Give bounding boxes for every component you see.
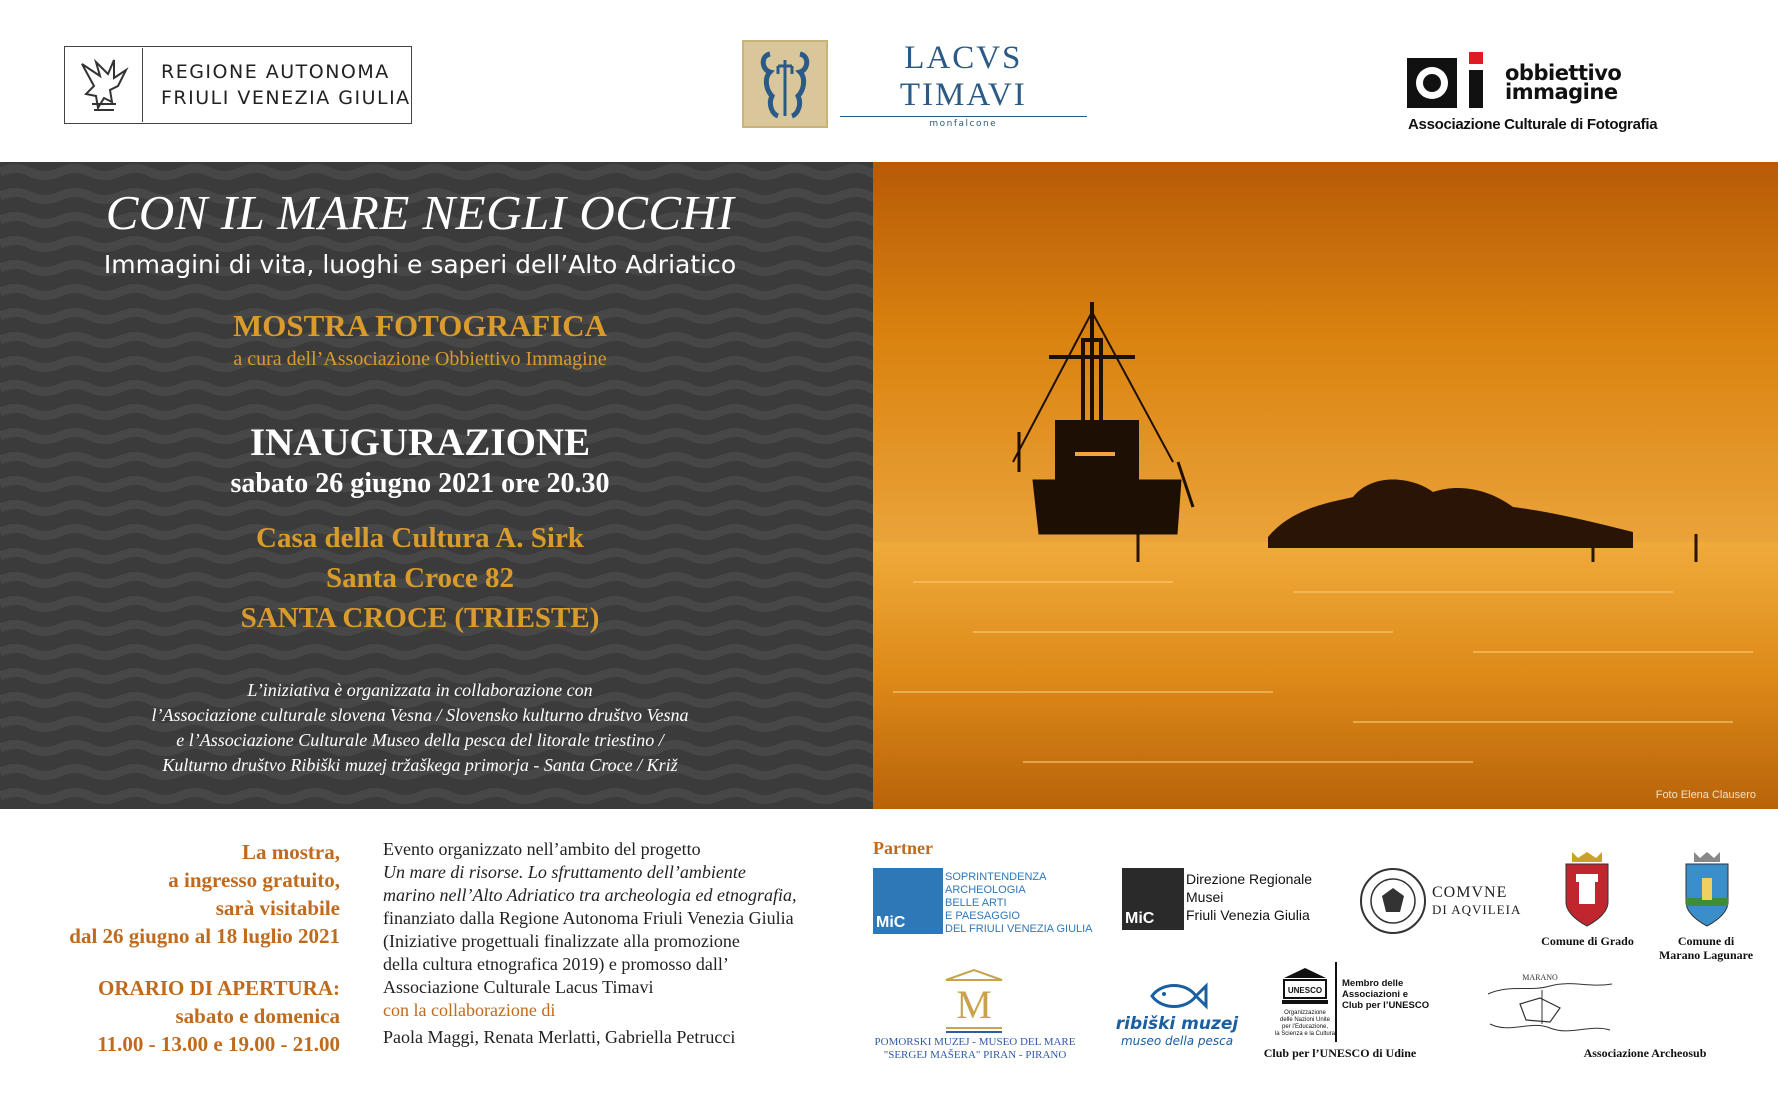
- aquileia-seal-icon: [1358, 866, 1428, 936]
- visit-info: [0, 838, 340, 950]
- lacus-timavi-logo: [742, 40, 1087, 128]
- marano-caption: [1650, 934, 1762, 962]
- collaboration-line: L’iniziativa è organizzata in collaborazione con: [247, 680, 593, 700]
- direzione-line: Musei: [1186, 889, 1224, 905]
- hours-line: sabato e domenica: [175, 1004, 340, 1028]
- project-line: Associazione Culturale Lacus Timavi: [383, 977, 654, 997]
- soprintendenza-text: [945, 871, 1093, 936]
- aquileia-text: [1432, 884, 1521, 918]
- unesco-small-line: Organizzazione: [1284, 1010, 1326, 1016]
- visit-line: a ingresso gratuito,: [168, 868, 340, 892]
- unesco-caption: Club per l’UNESCO di Udine: [1263, 1046, 1417, 1060]
- lacus-sub: monfalcone: [840, 116, 1087, 129]
- collaboration-line: e l’Associazione Culturale Museo della pesca del litorale triestino /: [176, 730, 664, 750]
- project-title-line: Un mare di risorse. Lo sfruttamento dell’ambiente: [383, 862, 746, 882]
- aquileia-line: COMVNE: [1432, 884, 1508, 901]
- direzione-text: [1186, 870, 1312, 924]
- direzione-line: Direzione Regionale: [1186, 871, 1313, 887]
- marano-crest-icon: [1682, 850, 1732, 930]
- sunset-fishing-boat-photo: [873, 162, 1778, 809]
- curator-line: a cura dell’Associazione Obbiettivo Immagine: [233, 348, 607, 370]
- obiettivo-brand-line1: obbiettivo: [1505, 61, 1622, 85]
- soprintendenza-line: DEL FRIULI VENEZIA GIULIA: [945, 923, 1093, 935]
- unesco-temple-icon: [1280, 966, 1330, 1006]
- seahorse-mosaic-icon: [742, 40, 828, 128]
- archeosub-caption: Associazione Archeosub: [1583, 1046, 1707, 1060]
- project-intro: Evento organizzato nell’ambito del progetto: [383, 839, 701, 859]
- exhibition-subtitle: Immagini di vita, luoghi e saperi dell’Alto Adriatico: [103, 250, 737, 279]
- fish-icon: [1148, 980, 1208, 1012]
- venue-line: Santa Croce 82: [326, 562, 514, 594]
- unesco-line: Club per l’UNESCO: [1342, 1000, 1430, 1011]
- soprintendenza-line: SOPRINTENDENZA: [945, 871, 1047, 883]
- visit-line: La mostra,: [242, 840, 340, 864]
- soprintendenza-line: E PAESAGGIO: [945, 910, 1020, 922]
- project-line: (Iniziative progettuali finalizzate alla promozione: [383, 931, 740, 951]
- partner-heading: Partner: [873, 838, 933, 858]
- grado-caption: Comune di Grado: [1541, 934, 1634, 948]
- unesco-line: Membro delle: [1342, 978, 1404, 989]
- unesco-small-line: la Scienza e la Cultura: [1274, 1031, 1336, 1037]
- unesco-small-line: delle Nazioni Unite: [1279, 1017, 1331, 1023]
- obiettivo-immagine-logo: [1405, 36, 1665, 136]
- pomorski-line: POMORSKI MUZEJ - MUSEO DEL MARE: [874, 1036, 1076, 1048]
- mostra-heading: MOSTRA FOTOGRAFICA: [232, 308, 608, 343]
- project-line: della cultura etnografica 2019) e promosso dall’: [383, 954, 729, 974]
- archeosub-map-icon: [1480, 964, 1620, 1054]
- visit-line: dal 26 giugno al 18 luglio 2021: [69, 924, 340, 948]
- project-line: finanziato dalla Regione Autonoma Friuli Venezia Giulia: [383, 908, 794, 928]
- ribiski-line: museo della pesca: [1120, 1034, 1234, 1048]
- regione-fvg-logo: [64, 46, 412, 124]
- mic-soprintendenza-logo: [873, 868, 943, 934]
- inauguration-heading: INAUGURAZIONE: [249, 421, 591, 464]
- exhibition-title: CON IL MARE NEGLI OCCHI: [105, 185, 735, 240]
- mic-direzione-logo: [1122, 868, 1184, 930]
- ribiski-text: [1112, 1014, 1242, 1048]
- obiettivo-brand-line2: immagine: [1505, 80, 1618, 104]
- lacus-name: LACVS TIMAVI: [899, 39, 1027, 113]
- venue-line: Casa della Cultura A. Sirk: [256, 522, 584, 554]
- event-info-panel: [0, 162, 873, 809]
- archeosub-map-label: MARANO: [1522, 973, 1558, 982]
- opening-hours: [0, 974, 340, 1058]
- soprintendenza-line: BELLE ARTI: [945, 897, 1007, 909]
- inauguration-date: sabato 26 giugno 2021 ore 20.30: [230, 468, 610, 499]
- mic-mark: MiC: [1125, 910, 1155, 927]
- direzione-line: Friuli Venezia Giulia: [1186, 907, 1310, 923]
- unesco-mark: UNESCO: [1287, 986, 1323, 995]
- unesco-text: [1342, 978, 1429, 1011]
- collab-label: con la collaborazione di: [383, 1000, 556, 1020]
- regione-line1: REGIONE AUTONOMA: [161, 61, 390, 83]
- pomorski-letter: M: [956, 982, 992, 1027]
- visit-line: sarà visitabile: [215, 896, 340, 920]
- grado-crest-icon: [1562, 850, 1612, 930]
- photo-credit: Foto Elena Clausero: [1655, 789, 1756, 801]
- project-title-line: marino nell’Alto Adriatico tra archeologia ed etnografia,: [383, 885, 797, 905]
- obiettivo-assoc: Associazione Culturale di Fotografia: [1408, 116, 1658, 133]
- collaboration-line: l’Associazione culturale slovena Vesna / Slovensko kulturno društvo Vesna: [151, 705, 689, 725]
- regione-line2: FRIULI VENEZIA GIULIA: [161, 87, 411, 109]
- pomorski-line: "SERGEJ MAŠERA" PIRAN - PIRANO: [883, 1049, 1067, 1061]
- marano-caption-line: Comune di: [1677, 934, 1735, 948]
- unesco-line: Associazioni e: [1342, 989, 1408, 1000]
- aquileia-line: DI AQVILEIA: [1432, 902, 1522, 917]
- unesco-small-text: [1270, 1010, 1340, 1038]
- marano-caption-line: Marano Lagunare: [1658, 948, 1754, 962]
- project-description: [383, 838, 853, 1049]
- hours-line: 11.00 - 13.00 e 19.00 - 21.00: [97, 1032, 340, 1056]
- collab-names: Paola Maggi, Renata Merlatti, Gabriella Petrucci: [383, 1027, 736, 1047]
- venue-line: SANTA CROCE (TRIESTE): [240, 602, 600, 634]
- camera-lens-icon: [1405, 50, 1505, 110]
- soprintendenza-line: ARCHEOLOGIA: [945, 884, 1026, 896]
- mic-mark: MiC: [876, 914, 906, 931]
- hours-line: ORARIO DI APERTURA:: [98, 976, 340, 1000]
- collaboration-line: Kulturno društvo Ribiški muzej tržaškega primorja - Santa Croce / Križ: [162, 755, 678, 775]
- unesco-small-line: per l’Educazione,: [1281, 1024, 1329, 1030]
- pomorski-muzej-logo: [942, 968, 1006, 1034]
- ribiski-line: ribiški muzej: [1115, 1014, 1239, 1034]
- eagle-icon: [65, 48, 143, 122]
- pomorski-text: [862, 1036, 1088, 1062]
